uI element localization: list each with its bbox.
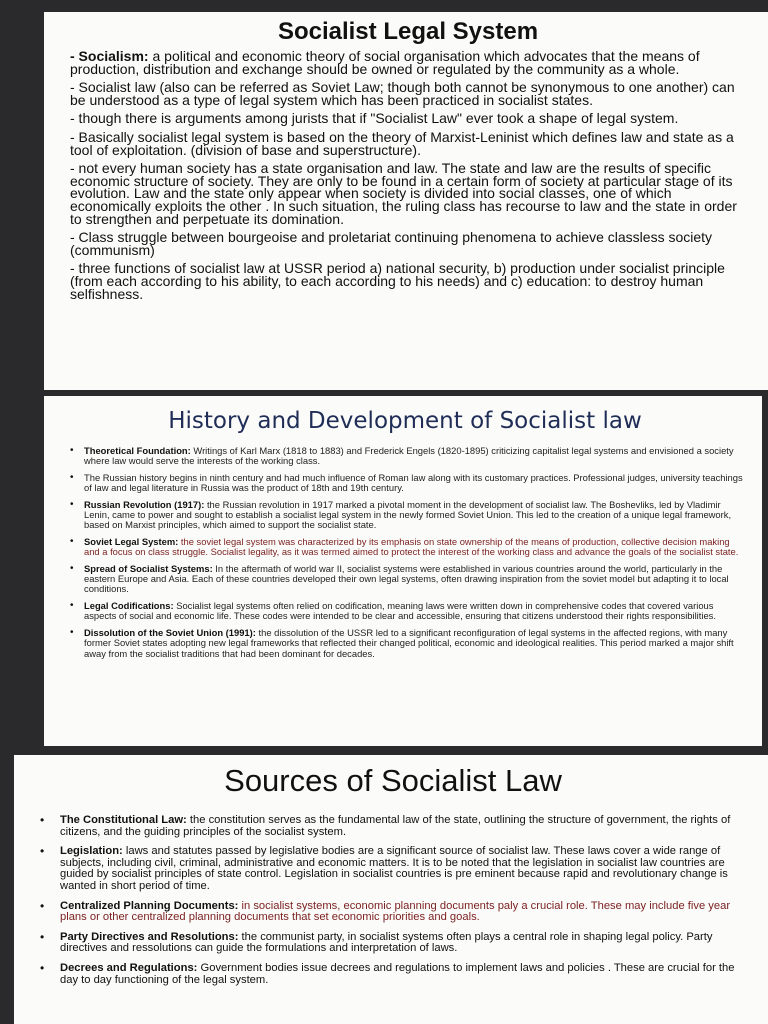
slide-socialist-legal-system [44, 12, 768, 390]
list-item [66, 628, 744, 659]
item-text: the dissolution of the USSR led to a significant reconfiguration of legal systems in the affected regions, with many former Soviet states adopting new legal frameworks that reflected their changed political, economic and ideological realities. This period marked a major shift away from the socialist traditions that had been dominant for decades. [84, 626, 734, 659]
paragraph [70, 162, 746, 225]
term: Centralized Planning Documents: [60, 899, 239, 912]
item-text: Government bodies issue decrees and regulations to implement laws and policies . These are crucial for the day to day functioning of the legal system. [60, 961, 735, 986]
item-text: laws and statutes passed by legislative bodies are a significant source of socialist law. These laws cover a wide range of subjects, including civil, criminal, administrative and economic matters. It is to be noted that the legislation in socialist law countries are guided by socialist principles of state control. Legislation in socialist countries is pre eminent because rapid and revolutionary change is wanted in short period of time. [60, 845, 728, 892]
term: Theoretical Foundation: [84, 445, 191, 456]
paragraph [70, 50, 746, 75]
list-item [38, 963, 748, 986]
list-item [66, 601, 744, 622]
item-text: Writings of Karl Marx (1818 to 1883) and Frederick Engels (1820-1895) criticizing capitalist legal systems and envisioned a society where law would serve the interests of the working class. [84, 445, 734, 467]
item-text: Socialist legal systems often relied on codification, meaning laws were written down in comprehensive codes that covered various aspects of social and economic life. These codes were intended to be clear and accessible, ensuring that citizens understood their rights responsibilities. [84, 599, 716, 622]
paragraph-text: - Basically socialist legal system is based on the theory of Marxist-Leninist which defines law and state as a tool of exploitation. (division of base and superstructure). [70, 128, 734, 158]
paragraph-text: - though there is arguments among jurists that if "Socialist Law" ever took a shape of legal system. [70, 110, 679, 127]
list-item [66, 564, 744, 595]
slide-sources-socialist-law [14, 755, 768, 1024]
slide-title: Socialist Legal System [277, 18, 539, 45]
list-item [38, 932, 748, 955]
paragraph [70, 81, 746, 106]
term: Russian Revolution (1917): [84, 498, 205, 510]
paragraph [70, 262, 746, 300]
slide-body [70, 50, 746, 300]
paragraph [70, 112, 746, 125]
term: Legal Codifications: [84, 599, 174, 611]
list-item [66, 537, 744, 558]
list-item [38, 901, 748, 924]
slide-title: History and Development of Socialist law [168, 408, 642, 434]
item-text: In the aftermath of world war II, socialist systems were established in various countries around the world, particularly in the eastern Europe and Asia. Each of these countries developed their own legal systems, often drawing inspiration from the soviet model but adapting it to local conditions. [84, 562, 729, 595]
term: Decrees and Regulations: [60, 961, 198, 974]
item-text: the Russian revolution in 1917 marked a pivotal moment in the development of socialist law. The Boshevliks, led by Vladimir Lenin, came to power and sought to establish a socialist legal system in the newly formed Soviet Union. This led to the creation of a unique legal framework, based on Marxist principles, which aimed to support the socialist state. [84, 498, 732, 531]
paragraph-text: - not every human society has a state organisation and law. The state and law are the results of specific economic structure of society. They are only to be found in a certain form of society at particular stage of its evolution. Law and the state only appear when society is divided into social classes, one of which economically exploits the other . In such situation, the ruling class has recourse to law and the state in order to strengthen and perpetuate its domination. [70, 160, 737, 227]
slide-history-development [44, 396, 762, 746]
paragraph-text: - Class struggle between bourgeoise and proletariat continuing phenomena to achieve classless society (communism) [70, 229, 713, 258]
item-text: The Russian history begins in ninth century and had much influence of Roman law along with its customary practices. Professional judges, university teachings of law and legal literature in Russia was the product of 18th and 19th century. [84, 471, 743, 494]
paragraph-text: a political and economic theory of social organisation which advocates that the means of production, distribution and exchange should be owned or regulated by the community as a whole. [70, 48, 700, 77]
term: Dissolution of the Soviet Union (1991): [84, 626, 256, 638]
paragraph-text: - three functions of socialist law at USSR period a) national security, b) production under socialist principle (from each according to his ability, to each according to his needs) and c) education: to destroy human selfishness. [70, 260, 725, 302]
list-item [66, 473, 744, 494]
paragraph [70, 128, 746, 158]
term: Legislation: [60, 845, 123, 858]
item-text: the constitution serves as the fundamental law of the state, outlining the structure of government, the rights of citizens, and the guiding principles of the socialist system. [60, 814, 731, 838]
term: - Socialism: [70, 48, 149, 64]
bullet-list [66, 446, 744, 659]
list-item [38, 846, 748, 892]
paragraph-text: - Socialist law (also can be referred as Soviet Law; though both cannot be synonymous to one another) can be understood as a type of legal system which has been practiced in socialist states. [70, 79, 735, 108]
term: The Constitutional Law: [60, 814, 187, 826]
item-text: the communist party, in socialist systems often plays a central role in shaping legal policy. Party directives and ressolutions can guide the formulations and interpretation of laws. [60, 930, 713, 955]
item-text: in socialist systems, economic planning documents paly a crucial role. These may include five year plans or other centralized planning documents that set economic priorities and goals. [60, 899, 731, 924]
paragraph [70, 231, 746, 256]
term: Party Directives and Resolutions: [60, 930, 239, 943]
list-item [66, 500, 744, 531]
item-text: the soviet legal system was characterized by its emphasis on state ownership of the means of production, collective decision making and a focus on class struggle. Socialist legality, as it was termed aimed to protect the interest of the working class and advance the goals of the socialist state. [84, 535, 739, 558]
term: Spread of Socialist Systems: [84, 562, 213, 574]
term: Soviet Legal System: [84, 535, 179, 547]
list-item [66, 446, 744, 467]
slide-title: Sources of Socialist Law [224, 763, 562, 798]
list-item [38, 815, 748, 838]
bullet-list [38, 815, 748, 986]
